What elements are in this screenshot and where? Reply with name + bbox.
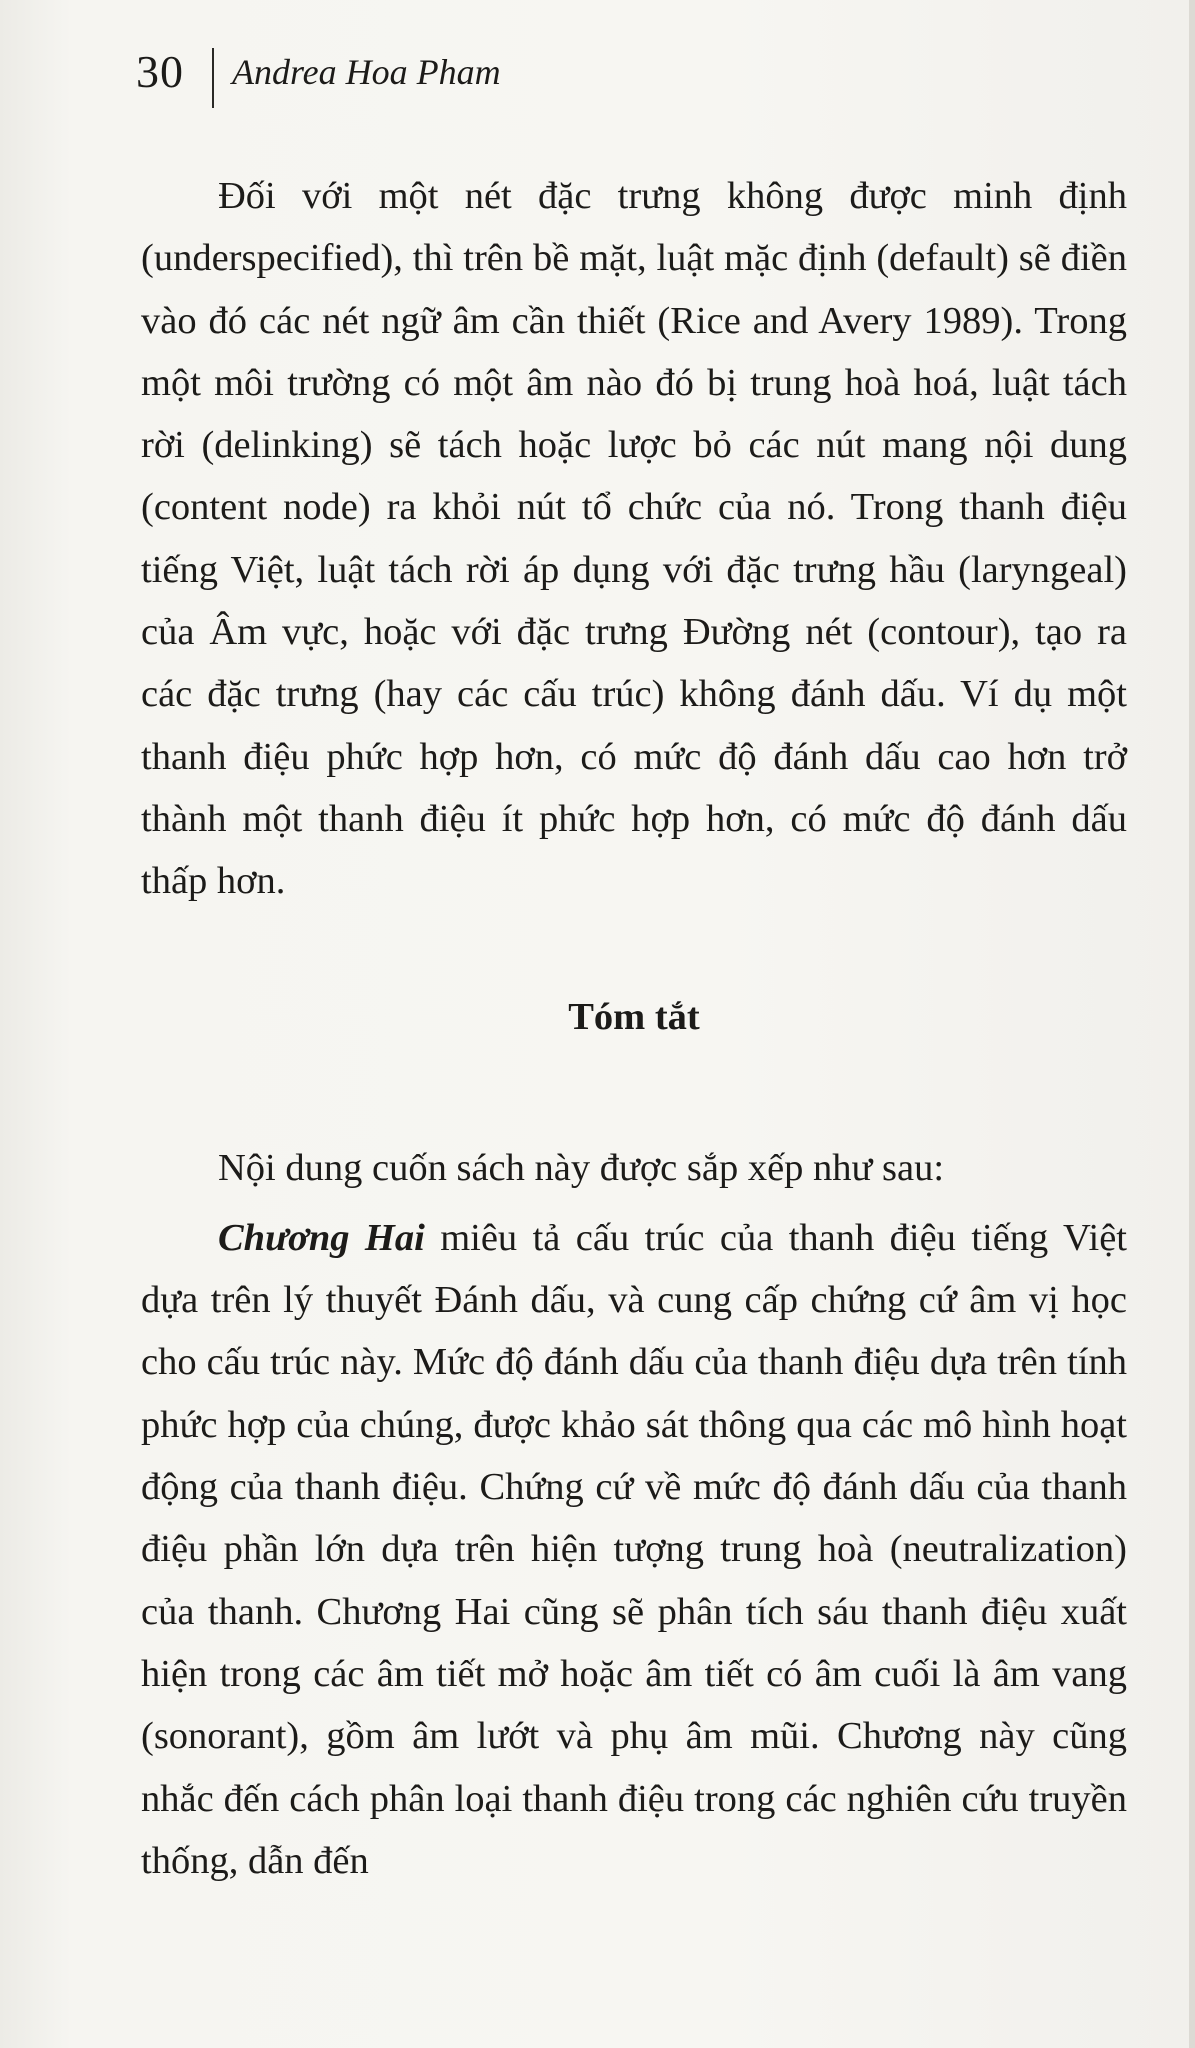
running-header-author: Andrea Hoa Pham xyxy=(232,52,501,92)
body-paragraph-chapter-two xyxy=(141,1207,1127,1892)
page-edge-shadow xyxy=(1189,0,1195,2048)
chapter-reference: Chương Hai xyxy=(218,1216,425,1259)
header-divider xyxy=(212,48,214,108)
body-paragraph-intro: Nội dung cuốn sách này được sắp xếp như sau: xyxy=(218,1146,945,1189)
chapter-two-description: miêu tả cấu trúc của thanh điệu tiếng Việt dựa trên lý thuyết Đánh dấu, và cung cấp chứng cứ âm vị học cho cấu trúc này. Mức độ đánh dấu của thanh điệu dựa trên tính phức hợp của chúng, được khảo sát thông qua các mô hình hoạt động của thanh điệu. Chứng cứ về mức độ đánh dấu của thanh điệu phần lớn dựa trên hiện tượng trung hoà (neutralization) của thanh. Chương Hai cũng sẽ phân tích sáu thanh điệu xuất hiện trong các âm tiết mở hoặc âm tiết có âm cuối là âm vang (sonorant), gồm âm lướt và phụ âm mũi. Chương này cũng nhắc đến cách phân loại thanh điệu trong các nghiên cứu truyền thống, dẫn đến xyxy=(141,1216,1127,1882)
page-number: 30 xyxy=(136,46,184,97)
body-paragraph: Đối với một nét đặc trưng không được minh định (underspecified), thì trên bề mặt, luật mặc định (default) sẽ điền vào đó các nét ngữ âm cần thiết (Rice and Avery 1989). Trong một môi trường có một âm nào đó bị trung hoà hoá, luật tách rời (delinking) sẽ tách hoặc lược bỏ các nút mang nội dung (content node) ra khỏi nút tổ chức của nó. Trong thanh điệu tiếng Việt, luật tách rời áp dụng với đặc trưng hầu (laryngeal) của Âm vực, hoặc với đặc trưng Đường nét (contour), tạo ra các đặc trưng (hay các cấu trúc) không đánh dấu. Ví dụ một thanh điệu phức hợp hơn, có mức độ đánh dấu cao hơn trở thành một thanh điệu ít phức hợp hơn, có mức độ đánh dấu thấp hơn. xyxy=(141,175,1127,903)
page-body xyxy=(141,165,1127,1892)
section-heading: Tóm tắt xyxy=(568,995,700,1038)
